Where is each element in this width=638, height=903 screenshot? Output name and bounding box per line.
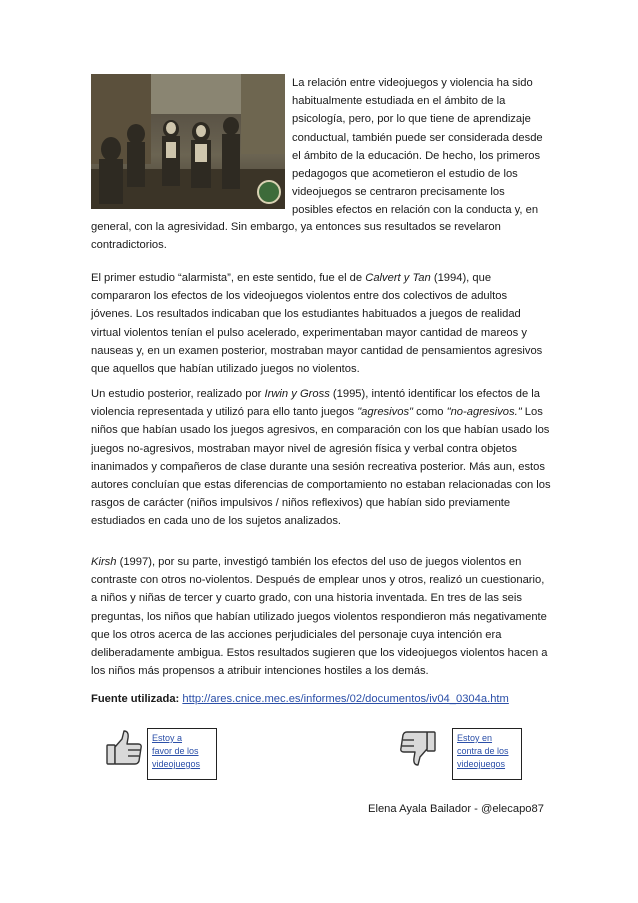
- vote-against-line[interactable]: videojuegos: [457, 759, 506, 769]
- intro-continuation: general, con la agresividad. Sin embargo, ya entonces sus resultados se revelaron contradictorios.: [91, 221, 501, 252]
- p4-text-after: (1997), por su parte, investigó también los efectos del uso de juegos violentos en contraste con otros no-violentos. Después de emplear unos y otros, realizó un cuestionario, a niños y niñas de tercer y cuarto grado, con una historia inventada. En tres de las seis preguntas, los niños que habían utilizado juegos violentos respondieron más negativamente que los otros acerca de las acciones perjudiciales del personaje cuya intención era deliberadamente ambigua. Estos resultados sugieren que los videojuegos violentos hacen a los niños más propensos a atribuir intenciones hostiles a los demás.: [91, 556, 548, 678]
- p3-text-before: Un estudio posterior, realizado por: [91, 388, 265, 400]
- source-label: Fuente utilizada:: [91, 693, 180, 705]
- vote-against-box[interactable]: [452, 728, 522, 780]
- intro-line: La relación entre videojuegos y violencia ha sido: [292, 77, 533, 89]
- vote-for-line[interactable]: Estoy a: [152, 733, 183, 743]
- paragraph-irwin-gross: [91, 385, 551, 531]
- intro-paragraph-right: [292, 74, 554, 220]
- p3-text-mid2: como: [413, 406, 447, 419]
- paragraph-kirsh: [91, 553, 551, 680]
- zombie-videogame-screenshot-icon: [91, 74, 285, 209]
- p3-term-agresivos: "agresivos": [357, 406, 414, 419]
- paragraph-calvert-tan: [91, 269, 551, 378]
- vote-against-line[interactable]: contra de los: [457, 746, 509, 756]
- thumbs-down-icon: [398, 728, 438, 768]
- p3-text-mid1: (1995), intentó identificar los efectos de la violencia representada y utilizó para ello tanto juegos: [91, 388, 540, 419]
- p2-text-before: El primer estudio “alarmista”, en este sentido, fue el de: [91, 272, 366, 284]
- intro-line: posibles efectos en relación con la conducta y, en: [292, 204, 539, 217]
- intro-line: el ámbito de la educación. De hecho, los primeros: [292, 149, 541, 162]
- p3-authors: Irwin y Gross: [264, 388, 330, 400]
- p2-authors: Calvert y Tan: [365, 272, 431, 284]
- p2-text-after: (1994), que compararon los efectos de los videojuegos violentos entre dos colectivos de adultos jóvenes. Los resultados indicaban que los estudiantes habituados a juegos de realidad virtual violentos tenían el pulso acelerado, experimentaban mayor cantidad de mareos y nauseas y, en un examen posterior, mostraban mayor cantidad de pensamientos agresivos que aquellos que habían utilizado juegos no violentos.: [91, 272, 543, 376]
- footer-author: Elena Ayala Bailador - @elecapo87: [368, 803, 544, 815]
- source-line: [91, 693, 561, 705]
- thumbs-up-icon: [104, 728, 144, 768]
- zombie-videogame-image: [91, 74, 285, 209]
- source-link[interactable]: http://ares.cnice.mec.es/informes/02/documentos/iv04_0304a.htm: [182, 693, 509, 705]
- intro-line: pedagogos que acometieron el estudio de los: [292, 168, 518, 181]
- intro-line: habitualmente estudiada en el ámbito de la: [292, 95, 506, 108]
- vote-for-box[interactable]: [147, 728, 217, 780]
- vote-for-line[interactable]: favor de los: [152, 746, 199, 756]
- p3-text-after: Los niños que habían usado los juegos agresivos, en comparación con los que habían usado los juegos no-agresivos, mostraban mayor nivel de agresión física y verbal contra objetos inanimados y compañeros de clase durante una sesión recreativa posterior. Más aun, estos autores concluían que estas diferencias de comportamiento no estaban relacionadas con los rasgos de carácter (niños impulsivos / niños reflexivos) que habían sido previamente estudiados en cada uno de los sujetos analizados.: [91, 406, 551, 528]
- p3-term-no-agresivos: "no-agresivos.": [446, 406, 522, 419]
- intro-line: conductual, también puede ser considerada desde: [292, 131, 543, 144]
- intro-line: videojuegos se centraron precisamente los: [292, 186, 505, 199]
- vote-against-line[interactable]: Estoy en: [457, 733, 493, 743]
- vote-for-line[interactable]: videojuegos: [152, 759, 201, 769]
- p4-author: Kirsh: [91, 556, 117, 568]
- intro-line: psicología, pero, por lo que tiene de aprendizaje: [292, 113, 531, 126]
